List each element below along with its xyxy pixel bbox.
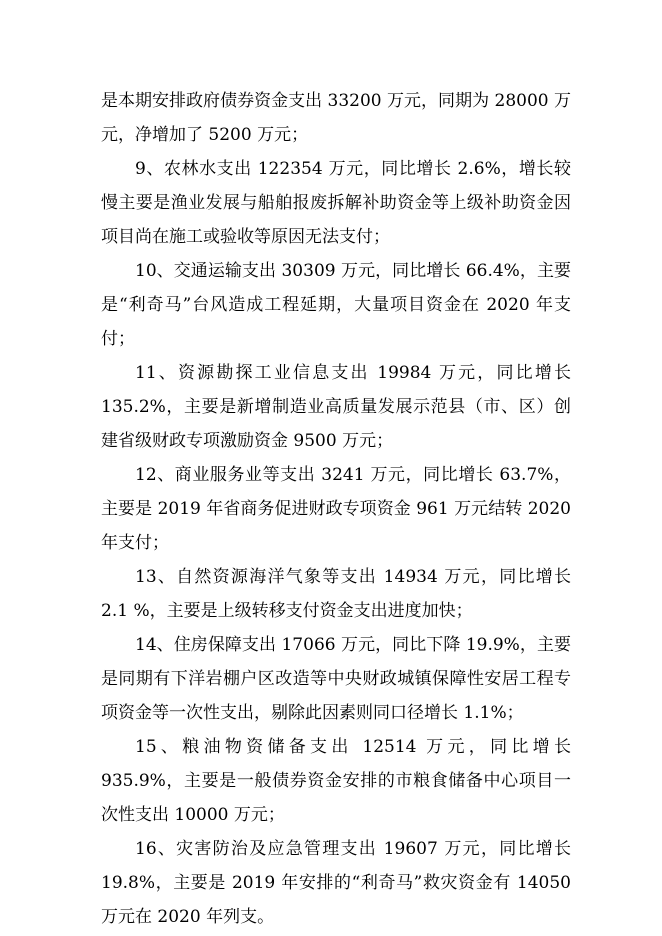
paragraph-item-9: 9、农林水支出 122354 万元，同比增长 2.6%，增长较慢主要是渔业发展与船舶报废拆解补助资金等上级补助资金因项目尚在施工或验收等原因无法支付； — [101, 159, 571, 247]
paragraph-item-11: 11、资源勘探工业信息支出 19984 万元，同比增长 135.2%，主要是新增制造业高质量发展示范县（市、区）创建省级财政专项激励资金 9500 万元； — [101, 363, 571, 451]
paragraph-item-16: 16、灾害防治及应急管理支出 19607 万元，同比增长 19.8%，主要是 2019 年安排的“利奇马”救灾资金有 14050 万元在 2020 年列支。 — [101, 839, 571, 927]
paragraph-item-14: 14、住房保障支出 17066 万元，同比下降 19.9%，主要是同期有下洋岩棚户区改造等中央财政城镇保障性安居工程专项资金等一次性支出，剔除此因素则同口径增长 1.1%； — [101, 635, 571, 723]
paragraph-continued: 是本期安排政府债券资金支出 33200 万元，同期为 28000 万元，净增加了 5200 万元； — [101, 91, 571, 145]
paragraph-item-13: 13、自然资源海洋气象等支出 14934 万元，同比增长 2.1 %，主要是上级转移支付资金支出进度加快； — [101, 567, 571, 621]
document-body — [101, 84, 571, 934]
paragraph-item-15: 15、粮油物资储备支出 12514 万元，同比增长 935.9%，主要是一般债券资金安排的市粮食储备中心项目一次性支出 10000 万元； — [101, 737, 571, 825]
paragraph-item-10: 10、交通运输支出 30309 万元，同比增长 66.4%，主要是“利奇马”台风造成工程延期，大量项目资金在 2020 年支付； — [101, 261, 571, 349]
paragraph-item-12: 12、商业服务业等支出 3241 万元，同比增长 63.7%，主要是 2019 年省商务促进财政专项资金 961 万元结转 2020 年支付； — [101, 465, 571, 553]
